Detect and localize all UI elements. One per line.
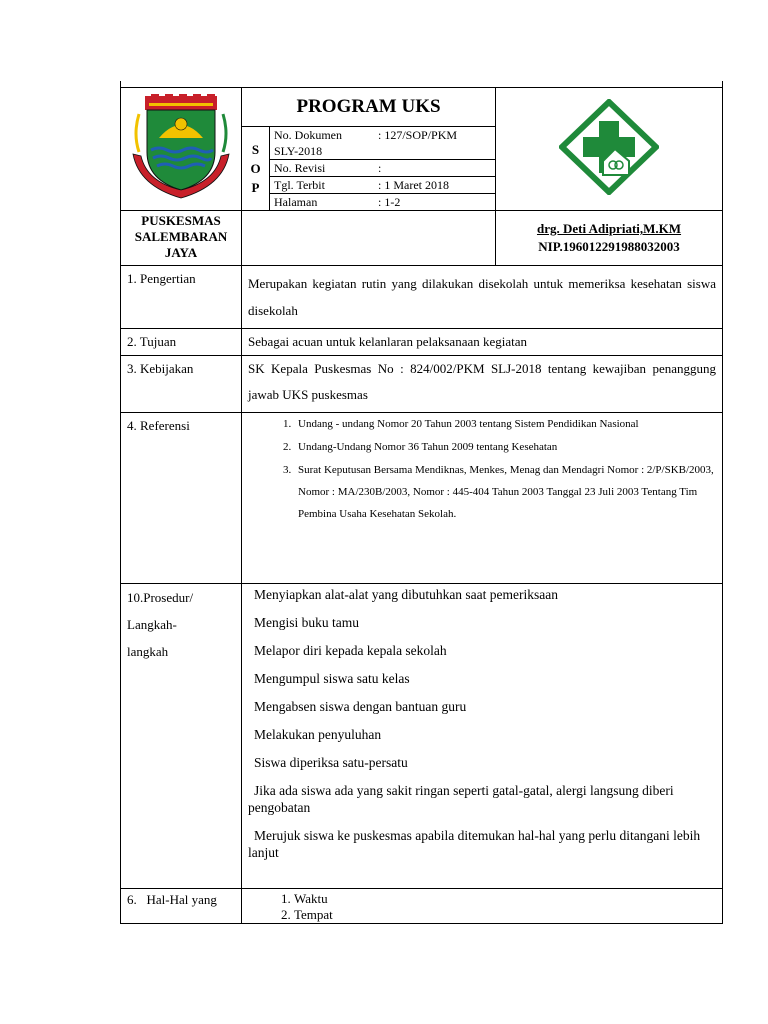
issue-date-label: Tgl. Terbit <box>270 177 374 194</box>
step-item: Melapor diri kepada kepala sekolah <box>254 643 447 658</box>
revision-label: No. Revisi <box>270 160 374 177</box>
regency-emblem-icon <box>129 94 233 200</box>
referensi-list <box>242 413 718 525</box>
prosedur-steps <box>242 586 714 861</box>
head-signature-block <box>496 211 723 266</box>
doc-number-value: : 127/SOP/PKM <box>378 128 458 142</box>
organization-name <box>121 211 242 266</box>
step-item: Mengabsen siswa dengan bantuan guru <box>254 699 467 714</box>
referensi-label: 4. Referensi <box>121 413 242 584</box>
page-value: : 1-2 <box>378 195 401 209</box>
org-line: PUSKESMAS <box>141 213 221 228</box>
org-line: SALEMBARAN <box>134 229 228 244</box>
prosedur-cell <box>242 584 723 889</box>
hal-label: 6. Hal-Hal yang <box>121 889 242 924</box>
sop-letters-cell <box>242 127 270 211</box>
sop-letter: O <box>250 161 261 176</box>
puskesmas-cross-icon <box>559 99 659 195</box>
hal-item: 2. Tempat <box>294 907 722 923</box>
doc-number-suffix: SLY-2018 <box>270 143 374 160</box>
page-label: Halaman <box>274 195 318 209</box>
hal-cell <box>242 889 723 924</box>
doc-number-label: No. Dokumen <box>274 128 342 142</box>
sop-letter: P <box>251 180 260 195</box>
prosedur-label-line: langkah <box>127 644 169 659</box>
step-item: Siswa diperiksa satu-persatu <box>254 755 408 770</box>
step-item: Mengisi buku tamu <box>254 615 359 630</box>
prosedur-label-line: 10.Prosedur/ <box>127 590 194 605</box>
step-item: Jika ada siswa ada yang sakit ringan seperti gatal-gatal, alergi langsung diberi pengobatan <box>248 783 674 815</box>
prosedur-label-line: Langkah- <box>127 617 177 632</box>
step-item: Menyiapkan alat-alat yang dibutuhkan saat pemeriksaan <box>254 587 559 602</box>
document-title: PROGRAM UKS <box>242 88 496 127</box>
head-name: drg. Deti Adipriati,M.KM <box>536 221 682 236</box>
issue-date-value: : 1 Maret 2018 <box>374 177 495 194</box>
tujuan-label: 2. Tujuan <box>121 329 242 356</box>
prosedur-label <box>121 584 242 889</box>
referensi-item: 1. Undang - undang Nomor 20 Tahun 2003 tentang Sistem Pendidikan Nasional <box>294 413 718 436</box>
hal-item: 1. Waktu <box>294 891 722 907</box>
blank-cell <box>242 211 496 266</box>
pengertian-label: 1. Pengertian <box>121 266 242 329</box>
revision-value: : <box>374 160 495 177</box>
referensi-item: 3. Surat Keputusan Bersama Mendiknas, Menkes, Menag dan Mendagri Nomor : 2/P/SKB/2003, Nomor : MA/230B/2003, Nomor : 445-404 Tahun 2003 Tanggal 23 Juli 2003 Tentang Tim Pembina Usaha Kesehatan Sekolah. <box>294 459 718 525</box>
kebijakan-label: 3. Kebijakan <box>121 356 242 413</box>
head-nip: NIP.196012291988032003 <box>538 239 680 254</box>
step-item: Melakukan penyuluhan <box>254 727 382 742</box>
sop-letter: S <box>251 142 260 157</box>
pengertian-text: Merupakan kegiatan rutin yang dilakukan disekolah untuk memeriksa kesehatan siswa disekolah <box>242 266 723 329</box>
hal-list <box>242 891 722 923</box>
referensi-item: 2. Undang-Undang Nomor 36 Tahun 2009 tentang Kesehatan <box>294 436 718 459</box>
org-line: JAYA <box>164 245 198 260</box>
sop-document-table <box>120 87 723 924</box>
step-item: Merujuk siswa ke puskesmas apabila ditemukan hal-hal yang perlu ditangani lebih lanjut <box>248 828 701 860</box>
referensi-cell <box>242 413 723 584</box>
step-item: Mengumpul siswa satu kelas <box>254 671 410 686</box>
document-info-cell <box>270 127 496 211</box>
doc-number-suffix-value <box>374 143 495 160</box>
kebijakan-text: SK Kepala Puskesmas No : 824/002/PKM SLJ-2018 tentang kewajiban penanggung jawab UKS puskesmas <box>242 356 723 413</box>
regency-emblem-cell <box>121 88 242 211</box>
health-logo-cell <box>496 88 723 211</box>
document-info-table <box>270 127 495 210</box>
tujuan-text: Sebagai acuan untuk kelanlaran pelaksanaan kegiatan <box>242 329 723 356</box>
